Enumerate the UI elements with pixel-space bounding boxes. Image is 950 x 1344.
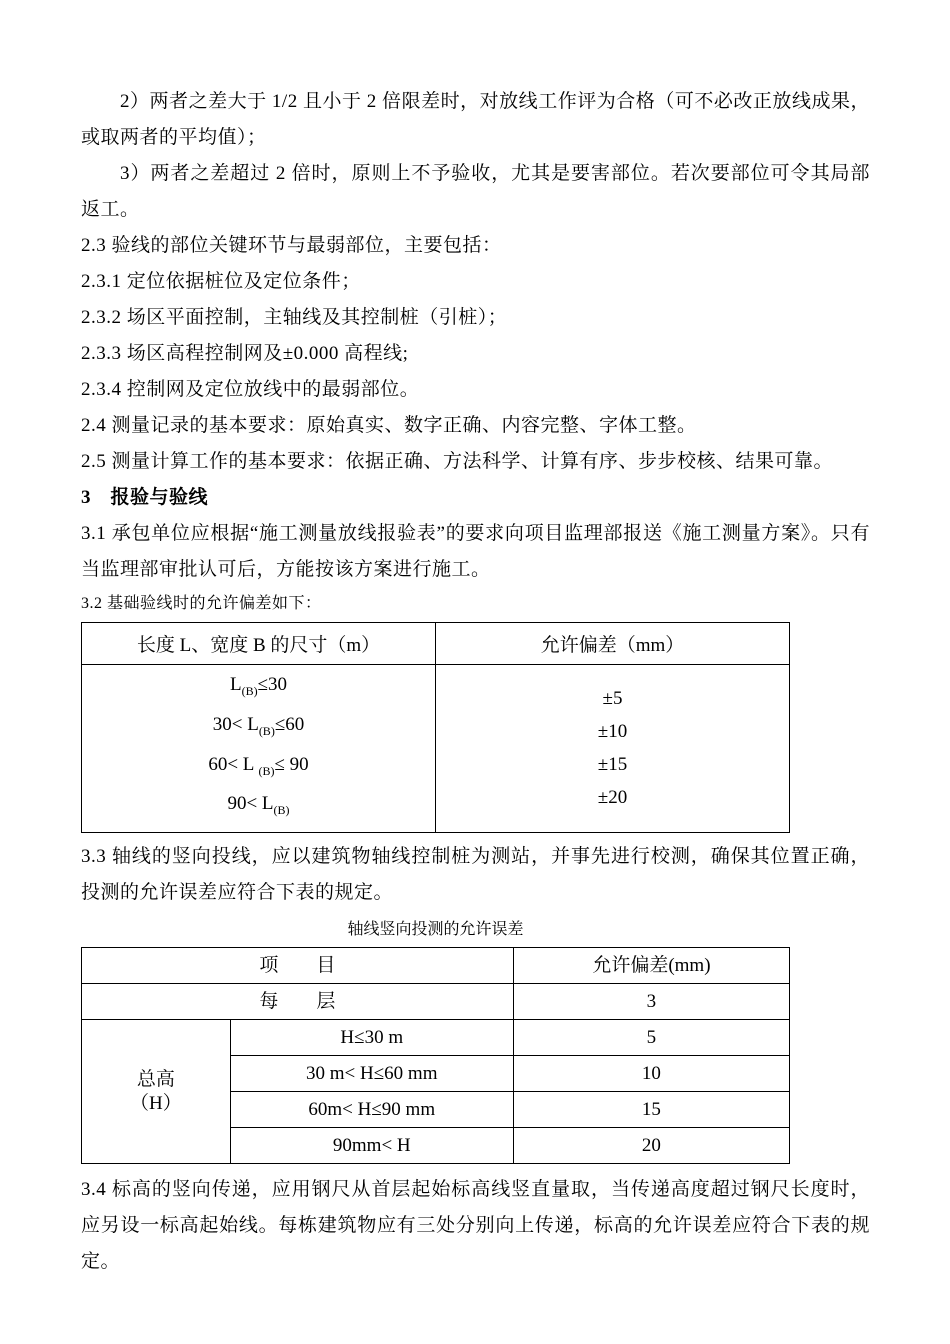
range-pre: 90< L	[227, 793, 274, 815]
range-sub: (B)	[258, 723, 275, 738]
range-pre: 30< L	[212, 713, 259, 735]
height-deviation: 20	[513, 1128, 789, 1164]
per-floor-value: 3	[513, 984, 789, 1020]
height-deviation: 5	[513, 1020, 789, 1056]
section-2-4: 2.4 测量记录的基本要求：原始真实、数字正确、内容完整、字体工整。	[81, 415, 697, 436]
section-2-3-2: 2.3.2 场区平面控制，主轴线及其控制桩（引桩）；	[81, 307, 508, 328]
height-deviation: 10	[513, 1056, 789, 1092]
section-2-5: 2.5 测量计算工作的基本要求：依据正确、方法科学、计算有序、步步校核、结果可靠。	[81, 451, 834, 472]
heading-section-3: 3 报验与验线	[81, 487, 209, 508]
range-sub: (B)	[258, 763, 275, 778]
section-2-3-3: 2.3.3 场区高程控制网及±0.000 高程线;	[81, 343, 409, 364]
range-post: ≤ 90	[274, 753, 309, 775]
section-3-1: 3.1 承包单位应根据“施工测量放线报验表”的要求向项目监理部报送《施工测量方案》。只有当监理部审批认可后，方能按该方案进行施工。	[81, 523, 870, 580]
size-range	[82, 787, 435, 827]
foundation-table-body-row	[82, 665, 790, 833]
range-sub: (B)	[241, 683, 258, 698]
range-pre: L	[229, 674, 242, 695]
range-pre: 60< L	[208, 753, 259, 775]
foundation-deviation-values-cell	[436, 665, 790, 833]
total-height-label-line1: 总高	[136, 1068, 175, 1090]
section-2-3-1: 2.3.1 定位依据桩位及定位条件；	[81, 271, 361, 292]
deviation-value: ±10	[597, 720, 628, 742]
axis-header-item: 项 目	[82, 948, 514, 984]
range-post: ≤60	[274, 713, 305, 735]
height-range: H≤30 m	[230, 1020, 513, 1056]
size-range	[82, 708, 435, 748]
axis-height-row	[82, 1020, 790, 1056]
section-3-4: 3.4 标高的竖向传递，应用钢尺从首层起始标高线竖直量取，当传递高度超过钢尺长度时，应另设一标高起始线。每栋建筑物应有三处分别向上传递，标高的允许误差应符合下表的规定。	[81, 1179, 870, 1273]
deviation-value: ±5	[602, 687, 623, 709]
axis-header-deviation: 允许偏差(mm)	[513, 948, 789, 984]
section-2-3: 2.3 验线的部位关键环节与最弱部位，主要包括：	[81, 235, 502, 256]
axis-projection-table	[81, 947, 790, 1164]
size-range	[82, 668, 435, 708]
foundation-deviation-table	[81, 622, 790, 833]
paragraph-rule-3: 3）两者之差超过 2 倍时，原则上不予验收，尤其是要害部位。若次要部位可令其局部返工。	[81, 163, 870, 220]
height-range: 30 m< H≤60 mm	[230, 1056, 513, 1092]
size-range	[82, 748, 435, 788]
deviation-value: ±15	[597, 753, 628, 775]
height-deviation: 15	[513, 1092, 789, 1128]
foundation-header-deviation: 允许偏差（mm）	[436, 623, 790, 665]
height-range: 60m< H≤90 mm	[230, 1092, 513, 1128]
total-height-label-line2: （H）	[129, 1092, 182, 1114]
height-range: 90mm< H	[230, 1128, 513, 1164]
section-3-2: 3.2 基础验线时的允许偏差如下：	[81, 595, 322, 612]
paragraph-rule-2: 2）两者之差大于 1/2 且小于 2 倍限差时，对放线工作评为合格（可不必改正放线成果，或取两者的平均值）；	[81, 91, 870, 148]
total-height-label-cell	[82, 1020, 231, 1164]
axis-table-caption: 轴线竖向投测的允许误差	[347, 921, 524, 939]
per-floor-label: 每 层	[82, 984, 514, 1020]
deviation-value: ±20	[597, 786, 628, 808]
axis-table-header-row	[82, 948, 790, 984]
foundation-size-ranges-cell	[82, 665, 436, 833]
foundation-header-size: 长度 L、宽度 B 的尺寸（m）	[82, 623, 436, 665]
range-sub: (B)	[273, 803, 290, 818]
section-2-3-4: 2.3.4 控制网及定位放线中的最弱部位。	[81, 379, 420, 400]
range-post: ≤30	[257, 674, 288, 695]
section-3-3: 3.3 轴线的竖向投线，应以建筑物轴线控制桩为测站，并事先进行校测，确保其位置正确，投测的允许误差应符合下表的规定。	[81, 846, 870, 904]
axis-per-floor-row	[82, 984, 790, 1020]
foundation-table-header-row	[82, 623, 790, 665]
